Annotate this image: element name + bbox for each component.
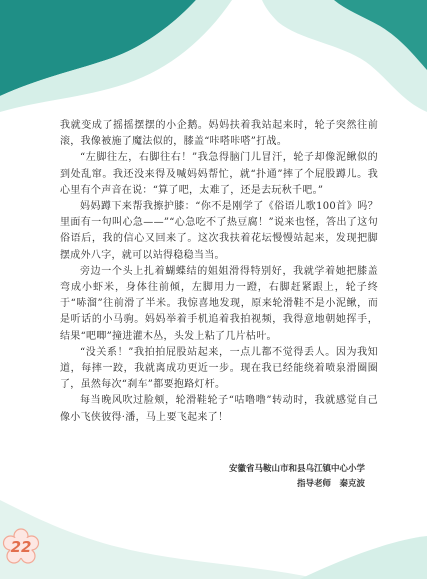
article-paragraph: 每当晚风吹过脸颊，轮滑鞋轮子“咕噜噜”转动时，我就感觉自己像小飞侠彼得·潘，马上要飞起来了！ [60, 395, 378, 423]
page-number: 22 [10, 538, 32, 556]
article-paragraph: 我就变成了摇摇摆摆的小企鹅。妈妈扶着我站起来时，轮子突然往前滚，我像被施了魔法似的，膝盖“咔嗒咔嗒”打战。 [60, 120, 378, 148]
article-paragraph: “左脚往左，右脚往右！”我急得脑门儿冒汗，轮子却像泥鳅似的到处乱窜。我还没来得及喊妈妈帮忙，就“扑通”摔了个屁股蹲儿。我心里有个声音在说：“算了吧，太难了，还是去玩秋千吧。” [60, 152, 378, 196]
article-paragraph: “没关系！”我拍拍屁股站起来，一点儿都不觉得丢人。因为我知道，每摔一跤，我就离成功更近一步。现在我已经能绕着喷泉滑圈圈了，虽然每次“刹车”都要抱路灯杆。 [60, 346, 378, 391]
article-paragraph: 妈妈蹲下来帮我擦护膝：“你不是刚学了《俗语儿歌100首》吗？里面有一句叫心急——”“心急吃不了热豆腐！”说来也怪，答出了这句俗语后，我的信心又回来了。这次我扶着花坛慢慢站起来，发现把脚摆成外八字，就可以站得稳稳当当。 [60, 201, 378, 261]
author-signature [135, 462, 365, 492]
school-name: 安徽省马鞍山市和县乌江镇中心小学 [228, 464, 365, 474]
article-body [60, 118, 378, 426]
bottom-right-mint-blob [300, 536, 427, 579]
bottom-left-mint-wave [0, 500, 320, 579]
teacher-name: 指导老师 秦克波 [296, 479, 365, 489]
article-paragraph: 旁边一个头上扎着蝴蝶结的姐姐滑得特别好，我就学着她把膝盖弯成小虾米，身体往前倾，左脚用力一蹬，右脚赶紧跟上，轮子终于“哧溜”往前滑了半米。我惊喜地发现，原来轮滑鞋不是小泥鳅，而是听话的小马驹。妈妈举着手机追着我拍视频，我得意地朝她挥手，结果“吧唧”撞进灌木丛，头发上粘了几片枯叶。 [60, 265, 378, 342]
page-number-badge [2, 528, 40, 566]
